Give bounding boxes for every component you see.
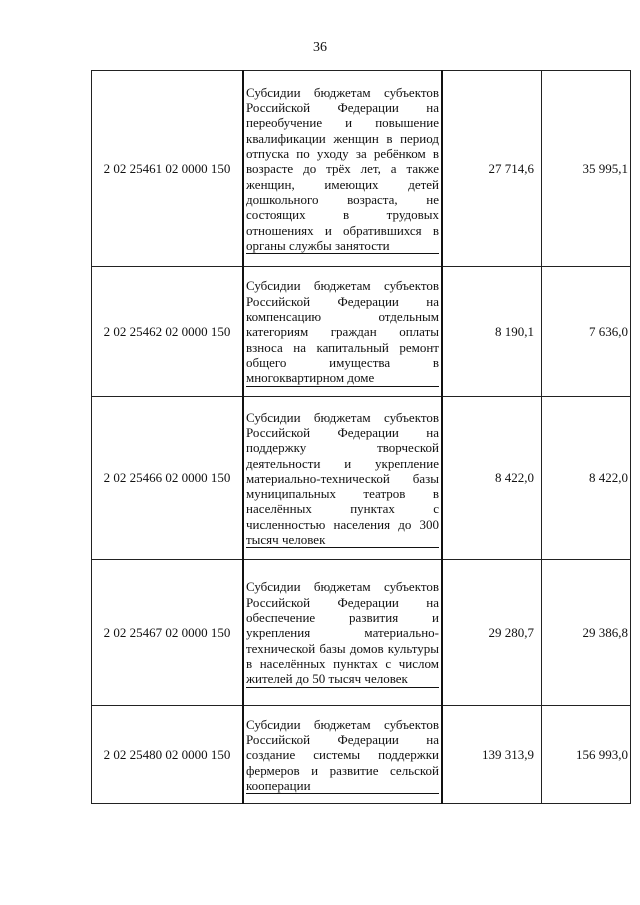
description-text: Субсидии бюджетам субъектов Российской Федерации на создание системы поддержки фермеров и развитие сельской кооперации (246, 716, 439, 793)
amount-cell-2: 7 636,0 (542, 267, 631, 397)
budget-code-cell: 2 02 25462 02 0000 150 (92, 267, 244, 397)
description-cell (243, 397, 442, 560)
budget-table (91, 70, 631, 804)
amount-cell-1: 27 714,6 (442, 71, 542, 267)
amount-cell-2: 35 995,1 (542, 71, 631, 267)
table-row (92, 71, 631, 267)
budget-code-cell: 2 02 25467 02 0000 150 (92, 560, 244, 706)
amount-cell-1: 139 313,9 (442, 706, 542, 804)
description-cell (243, 560, 442, 706)
description-cell (243, 71, 442, 267)
table-row (92, 397, 631, 560)
amount-cell-1: 8 190,1 (442, 267, 542, 397)
description-text: Субсидии бюджетам субъектов Российской Федерации на компенсацию отдельным категориям граждан оплаты взноса на капитальный ремонт общего имущества в многоквартирном доме (246, 278, 439, 386)
amount-cell-1: 8 422,0 (442, 397, 542, 560)
budget-code-cell: 2 02 25461 02 0000 150 (92, 71, 244, 267)
amount-cell-2: 29 386,8 (542, 560, 631, 706)
description-cell (243, 706, 442, 804)
table-row (92, 706, 631, 804)
table-row (92, 560, 631, 706)
description-text: Субсидии бюджетам субъектов Российской Федерации на переобучение и повышение квалификации женщин в период отпуска по уходу за ребёнком в возрасте до трёх лет, а также женщин, имеющих детей дошкольного возраста, не состоящих в трудовых отношениях и обратившихся в органы службы занятости (246, 84, 439, 253)
amount-cell-2: 156 993,0 (542, 706, 631, 804)
description-cell (243, 267, 442, 397)
table-row (92, 267, 631, 397)
budget-code-cell: 2 02 25466 02 0000 150 (92, 397, 244, 560)
budget-code-cell: 2 02 25480 02 0000 150 (92, 706, 244, 804)
description-text: Субсидии бюджетам субъектов Российской Федерации на обеспечение развития и укрепления материально-технической базы домов культуры в населённых пунктах с числом жителей до 50 тысяч человек (246, 579, 439, 687)
description-text: Субсидии бюджетам субъектов Российской Федерации на поддержку творческой деятельности и укрепление материально-технической базы муниципальных театров в населённых пунктах с численностью населения до 300 тысяч человек (246, 409, 439, 548)
amount-cell-2: 8 422,0 (542, 397, 631, 560)
amount-cell-1: 29 280,7 (442, 560, 542, 706)
page-number: 36 (313, 40, 327, 55)
